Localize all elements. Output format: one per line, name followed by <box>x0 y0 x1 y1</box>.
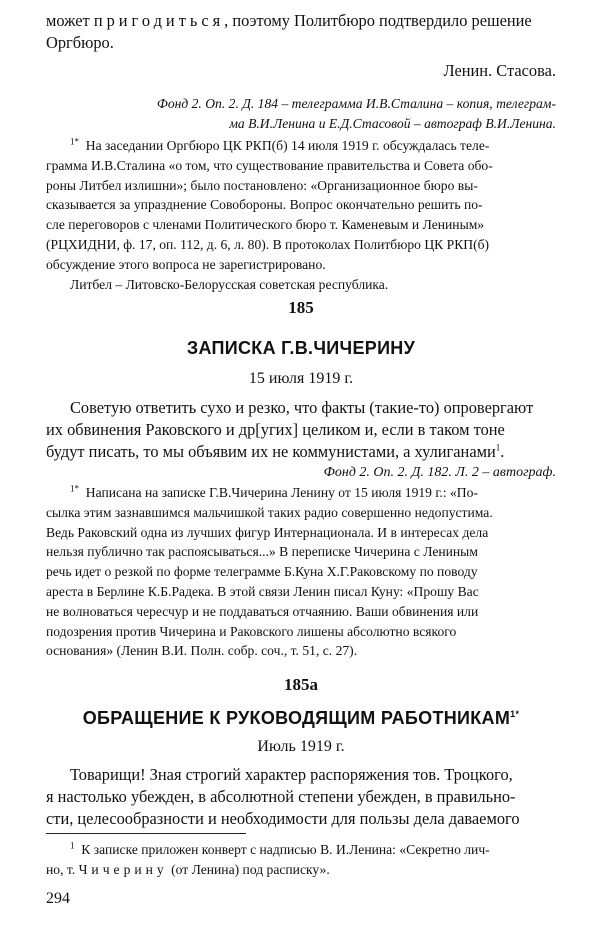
document-title: ЗАПИСКА Г.В.ЧИЧЕРИНУ <box>186 338 416 358</box>
document-body: Советую ответить сухо и резко, что факты (такие-то) опровергают их обвинения Раковского и др[угих] целиком и, если в таком тоне будут писать, то мы объявим их не коммунистами, а хулиганами$^1$. <box>46 398 534 461</box>
note-1-star: $^{1*}$ Написана на записке Г.В.Чичерина Ленину от 15 июля 1919 г.: «По- сылка этим зазнавшимся мальчишкой таких радио совершенно недопустима. Ведь Раковский одна из лучших фигур Интернационала. И в интересах дела нельзя публично так распоясываться...» В переписке Чичерина с Лениным речь идет о резкой по форме телеграмме Б.Куна Х.Г.Раковскому по поводу ареста в Берлине К.Б.Радека. В этой связи Ленин писал Куну: «Прошу Вас не волноваться чересчур и не поддаваться отчаянию. Ваши обвинения или подозрения против Чичерина и Раковского лишены абсолютно всякого основания» (Ленин В.И. Полн. собр. соч., т. 51, с. 27). <box>46 483 493 659</box>
archive-reference: Фонд 2. Оп. 2. Д. 184 – телеграмма И.В.Сталина – копия, телеграм- ма В.И.Ленина и Е.Д.Стасовой – автограф В.И.Ленина. <box>156 96 556 131</box>
document-date: 15 июля 1919 г. <box>248 370 354 387</box>
document-number: 185 <box>288 298 314 317</box>
document-body: Товарищи! Зная строгий характер распоряжения тов. Троцкого, я настолько убежден, в абсолютной степени убежден, в правильно- сти, целесообразности и необходимости для пользы дела даваемого <box>46 765 520 828</box>
page-number: 294 <box>46 890 70 907</box>
continuation-text: может пригодиться, поэтому Политбюро подтвердило решение Оргбюро. Ленин. Стасова. <box>46 11 556 80</box>
footnote-rule <box>46 833 246 834</box>
document-number: 185а <box>284 675 318 694</box>
footnote: $^1$ К записке приложен конверт с надписью В. И.Ленина: «Секретно лич- но, т. Чичерину (от Ленина) под расписку». <box>46 840 490 877</box>
signature: Ленин. Стасова. <box>443 61 556 80</box>
archive-reference: Фонд 2. Оп. 2. Д. 182. Л. 2 – автограф. <box>323 465 556 480</box>
note-1-star: $^{1*}$ На заседании Оргбюро ЦК РКП(б) 14 июля 1919 г. обсуждалась теле- грамма И.В.Сталина «о том, что существование правительства и Совета обо- роны Литбел излишни»; было постановлено: «Организационное бюро вы- сказывается за упразднение Совобороны. Вопрос окончательно решить по- сле переговоров с членами Политического бюро т. Каменевым и Лениным» (РЦХИДНИ, ф. 17, оп. 112, д. 6, л. 80). В протоколах Политбюро ЦК РКП(б) обсуждение этого вопроса не зарегистрировано. Литбел – Литовско-Белорусская советская республика. <box>46 136 493 292</box>
document-title: ОБРАЩЕНИЕ К РУКОВОДЯЩИМ $РАБОТНИКАМ^{1*}$ <box>82 708 520 728</box>
document-date: Июль 1919 г. <box>257 738 345 755</box>
